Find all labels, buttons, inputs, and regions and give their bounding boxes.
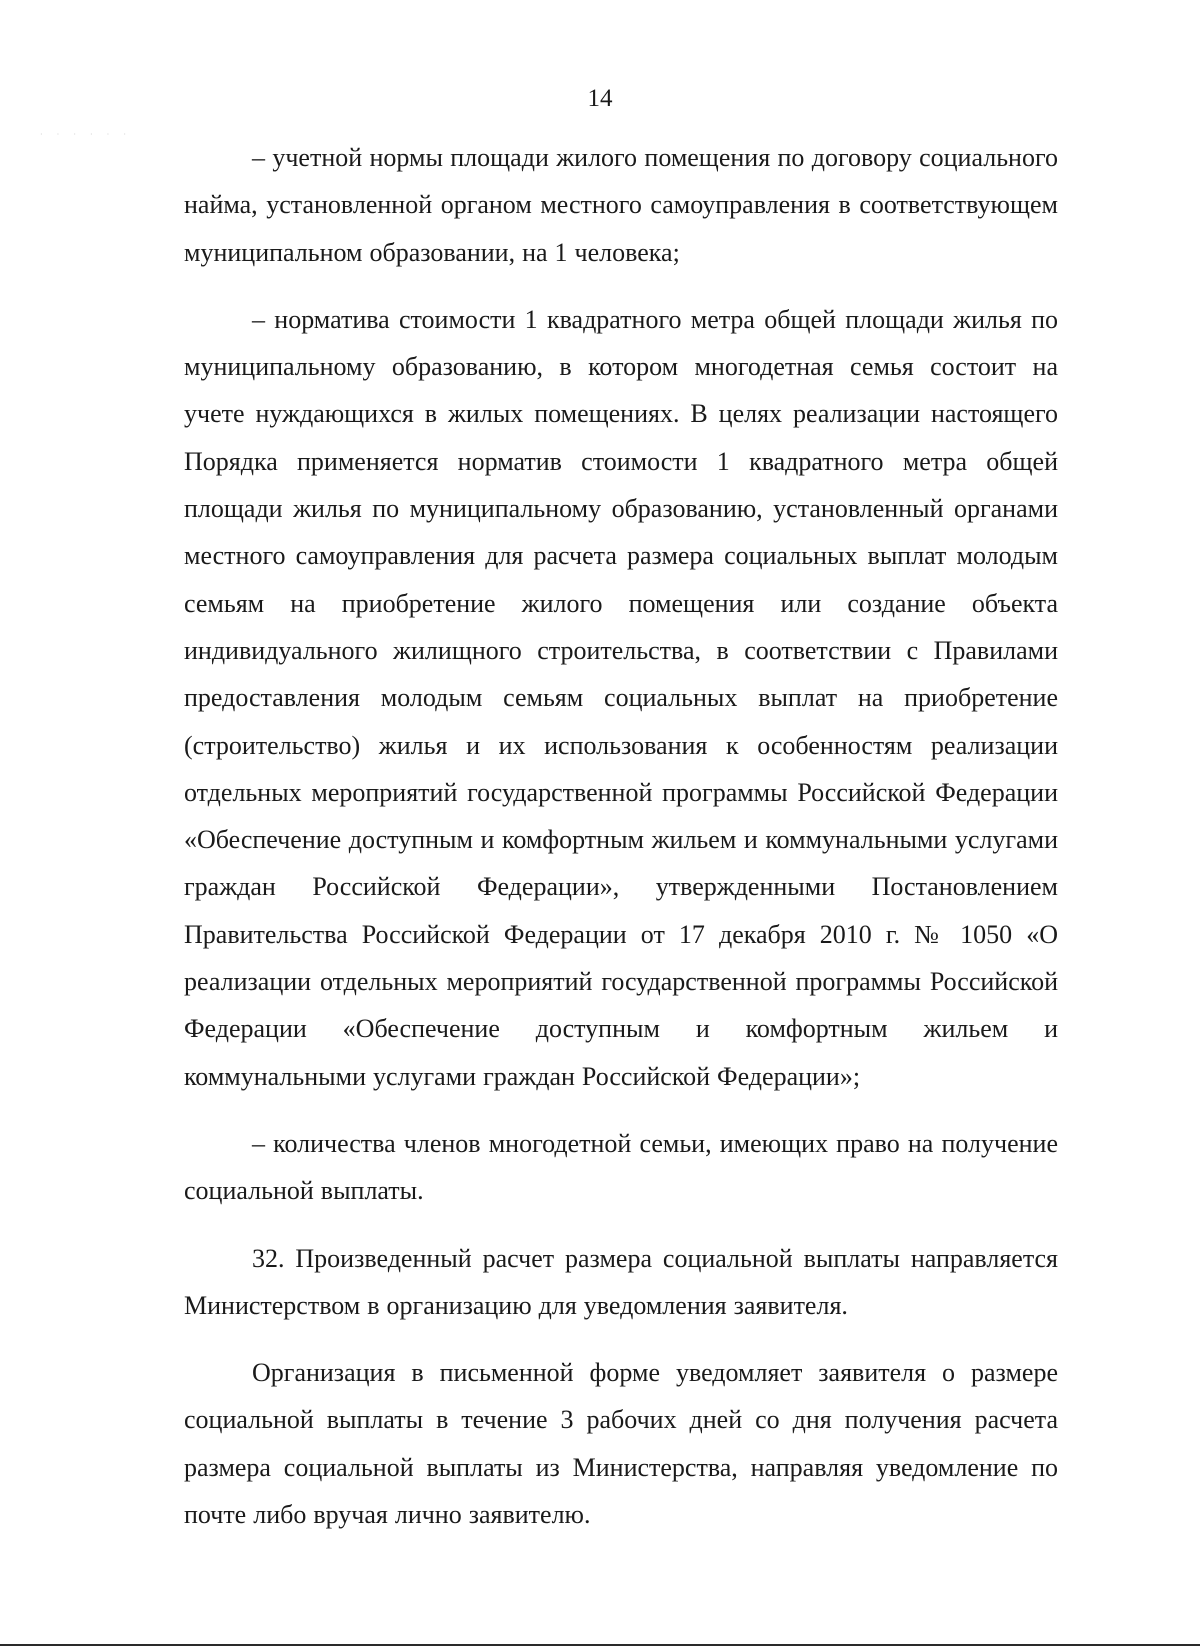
paragraph-list-item: – учетной нормы площади жилого помещения по договору социального найма, установленной органом местного самоуправления в соответствующем муниципальном образовании, на 1 человека; (184, 143, 1058, 267)
paragraph: Организация в письменной форме уведомляет заявителя о размере социальной выплаты в течение 3 рабочих дней со дня получения расчета размера социальной выплаты из Министерства, направляя уведомление по почте либо вручая лично заявителю. (184, 1358, 1058, 1530)
paragraph-list-item: – норматива стоимости 1 квадратного метра общей площади жилья по муниципальному образованию, в котором многодетная семья состоит на учете нуждающихся в жилых помещениях. В целях реализации настоящего Порядка применяется норматив стоимости 1 квадратного метра общей площади жилья по муниципальному образованию, установленный органами местного самоуправления для расчета размера социальных выплат молодым семьям на приобретение жилого помещения или создание объекта индивидуального жилищного строительства, в соответствии с Правилами предоставления молодым семьям социальных выплат на приобретение (строительство) жилья и их использования к особенностям реализации отдельных мероприятий государственной программы Российской Федерации «Обеспечение доступным и комфортным жильем и коммунальными услугами граждан Российской Федерации», утвержденными Постановлением Правительства Российской Федерации от 17 декабря 2010 г. № 1050 «О реализации отдельных мероприятий государственной программы Российской Федерации «Обеспечение доступным и комфортным жильем и коммунальными услугами граждан Российской Федерации»; (184, 304, 1058, 1091)
document-body (184, 134, 1058, 1538)
page-bottom-rule (0, 1644, 1200, 1646)
scan-artifact: · · · · · · (40, 130, 132, 139)
page-number: 14 (587, 85, 613, 112)
paragraph-list-item: – количества членов многодетной семьи, имеющих право на получение социальной выплаты. (184, 1128, 1058, 1206)
paragraph-clause-32: 32. Произведенный расчет размера социальной выплаты направляется Министерством в организацию для уведомления заявителя. (184, 1243, 1058, 1320)
